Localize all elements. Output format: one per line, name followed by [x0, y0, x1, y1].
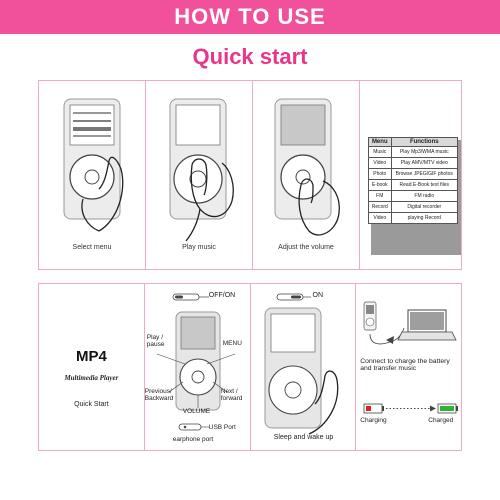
table-cell: Photo	[369, 169, 392, 180]
table-cell: Record	[369, 202, 392, 213]
section-subtitle: Quick start	[192, 44, 308, 69]
label-charged: Charged	[428, 417, 454, 424]
table-cell: Read E-Book text files	[391, 180, 457, 191]
menu-functions-table	[368, 137, 458, 224]
label-charging: Charging	[360, 417, 387, 424]
label-earphone-port: earphone port	[172, 436, 214, 443]
table-row	[369, 202, 458, 213]
label-usb-port: USB Port	[208, 424, 236, 431]
label-volume: VOLUME	[182, 408, 211, 415]
table-cell: FM	[369, 191, 392, 202]
cover-label: Quick Start	[74, 401, 109, 408]
table-cell: playing Record	[391, 213, 457, 224]
charge-panel	[356, 284, 461, 450]
controls-panel	[145, 284, 251, 450]
cover-subtitle: Multimedia Player	[64, 374, 119, 382]
table-header-functions: Functions	[391, 138, 457, 147]
table-row	[369, 158, 458, 169]
table-row	[369, 147, 458, 158]
table-cell: Video	[369, 158, 392, 169]
sleep-panel	[251, 284, 357, 450]
menu-functions-panel	[360, 81, 461, 269]
table-cell: Music	[369, 147, 392, 158]
table-cell: FM radio	[391, 191, 457, 202]
caption-play-music: Play music	[182, 244, 216, 251]
sleep-illustration	[251, 284, 357, 452]
player-illustration	[146, 81, 252, 271]
label-on: ON	[312, 292, 323, 299]
table-cell: Play Mp3/WMA music	[391, 147, 457, 158]
table-cell: Play AMV/MTV video	[391, 158, 457, 169]
quick-start-row-2	[38, 283, 462, 451]
step-select-menu	[39, 81, 146, 269]
table-row	[369, 213, 458, 224]
step-adjust-volume	[253, 81, 360, 269]
table-row	[369, 191, 458, 202]
player-illustration	[39, 81, 145, 271]
quick-start-row-1	[38, 80, 462, 270]
table-row	[369, 169, 458, 180]
table-cell: Video	[369, 213, 392, 224]
table-cell: E-book	[369, 180, 392, 191]
table-row	[369, 180, 458, 191]
label-next: Next / forward	[220, 388, 243, 402]
table-cell: Browse JPEG/GIF photos	[391, 169, 457, 180]
caption-sleep-wake: Sleep and wake up	[273, 434, 334, 441]
label-menu: MENU	[222, 340, 242, 347]
label-previous: Previous/ Backward	[144, 388, 174, 402]
cover-title: MP4	[75, 348, 107, 365]
table-cell: Digital recorder	[391, 202, 457, 213]
caption-adjust-volume: Adjust the volume	[278, 244, 334, 251]
header-banner	[0, 0, 500, 34]
label-play-pause: Play / pause	[146, 334, 165, 348]
player-illustration	[253, 81, 359, 271]
label-off-on: OFF/ON	[208, 292, 236, 299]
banner-title: HOW TO USE	[174, 4, 326, 29]
step-play-music	[146, 81, 253, 269]
caption-charge: Connect to charge the battery and transfer music	[360, 358, 450, 372]
table-header-menu: Menu	[369, 138, 392, 147]
cover-panel	[39, 284, 145, 450]
caption-select-menu: Select menu	[72, 244, 112, 251]
